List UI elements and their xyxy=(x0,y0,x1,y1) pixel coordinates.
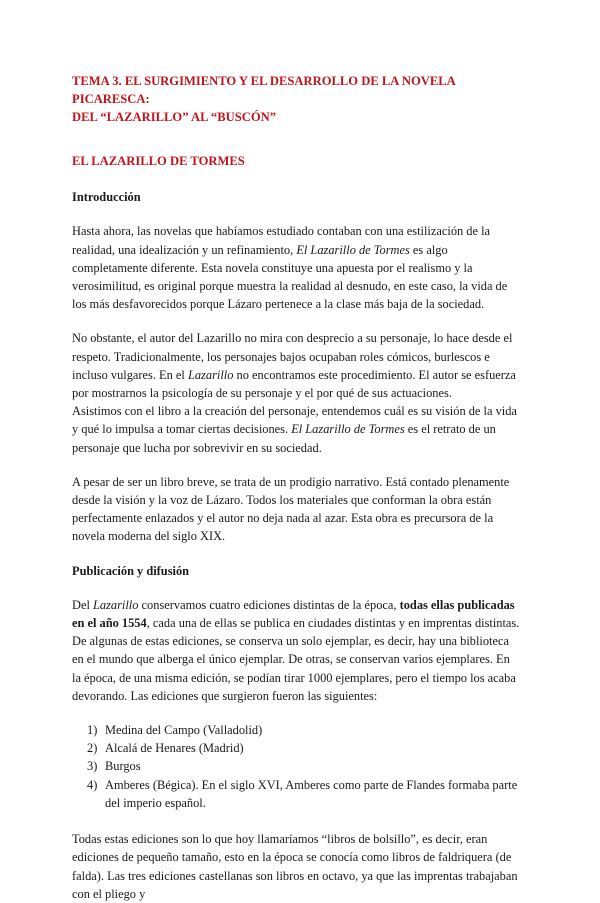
intro-heading: Introducción xyxy=(72,190,141,205)
publication-heading: Publicación y difusión xyxy=(72,563,190,578)
publication-paragraph-2: Todas estas ediciones son lo que hoy llamaríamos “libros de bolsillo”, es decir, eran ediciones de pequeño tamaño, esto en la época se conocía como libros de faldriquera (de falda). Las tres ediciones castellanas son libros en octavo, ya que las imprentas trabajaban con el pliego y xyxy=(72,832,518,901)
list-item: 2) Alcalá de Henares (Madrid) xyxy=(87,741,244,756)
editions-list xyxy=(72,721,520,812)
list-item: 1) Medina del Campo (Valladolid) xyxy=(87,723,263,738)
intro-paragraph-3: Asistimos con el libro a la creación del personaje, entendemos cuál es su visión de la vida y qué lo impulsa a tomar ciertas decisiones. El Lazarillo de Tormes es el retrato de un personaje que lucha por sobrevivir en su sociedad. xyxy=(72,404,517,455)
publication-paragraph-1: Del Lazarillo conservamos cuatro ediciones distintas de la época, todas ellas publicadas en el año 1554, cada una de ellas se publica en ciudades distintas y en imprentas distintas. De algunas de estas ediciones, se conserva un solo ejemplar, es decir, hay una biblioteca en el mundo que alberga el único ejemplar. De otras, se conservan varios ejemplares. En la época, de una misma edición, se podían tirar 1000 ejemplares, pero el tiempo los acaba devorando. Las ediciones que surgieron fueron las siguientes: xyxy=(72,597,520,703)
section-title: EL LAZARILLO DE TORMES xyxy=(72,154,245,168)
document-title xyxy=(72,72,520,126)
intro-paragraph-1: Hasta ahora, las novelas que habíamos estudiado contaban con una estilización de la realidad, una idealización y un refinamiento, El Lazarillo de Tormes es algo completamente diferente. Esta novela constituye una apuesta por el realismo y la verosimilitud, es original porque muestra la realidad al desnudo, en este caso, la vida de los más desfavorecidos porque Lázaro pertenece a la clase más baja de la sociedad. xyxy=(72,224,508,312)
title-line-2: DEL “LAZARILLO” AL “BUSCÓN” xyxy=(72,110,277,124)
list-item: 3) Burgos xyxy=(87,759,141,774)
intro-paragraph-2: No obstante, el autor del Lazarillo no mira con desprecio a su personaje, lo hace desde el respeto. Tradicionalmente, los personajes bajos ocupaban roles cómicos, burlescos e incluso vulgares. En el Lazarillo no encontramos este procedimiento. El autor se esfuerza por mostrarnos la psicología de su personaje y el por qué de sus actuaciones. xyxy=(72,331,516,401)
list-item: 4) Amberes (Bégica). En el siglo XVI, Amberes como parte de Flandes formaba parte del imperio español. xyxy=(87,777,518,810)
intro-paragraph-4: A pesar de ser un libro breve, se trata de un prodigio narrativo. Está contado plenamente desde la visión y la voz de Lázaro. Todos los materiales que conforman la obra están perfectamente enlazados y el autor no deja nada al azar. Esta obra es precursora de la novela moderna del siglo XIX. xyxy=(72,474,510,544)
title-line-1: TEMA 3. EL SURGIMIENTO Y EL DESARROLLO DE LA NOVELA PICARESCA: xyxy=(72,74,456,106)
